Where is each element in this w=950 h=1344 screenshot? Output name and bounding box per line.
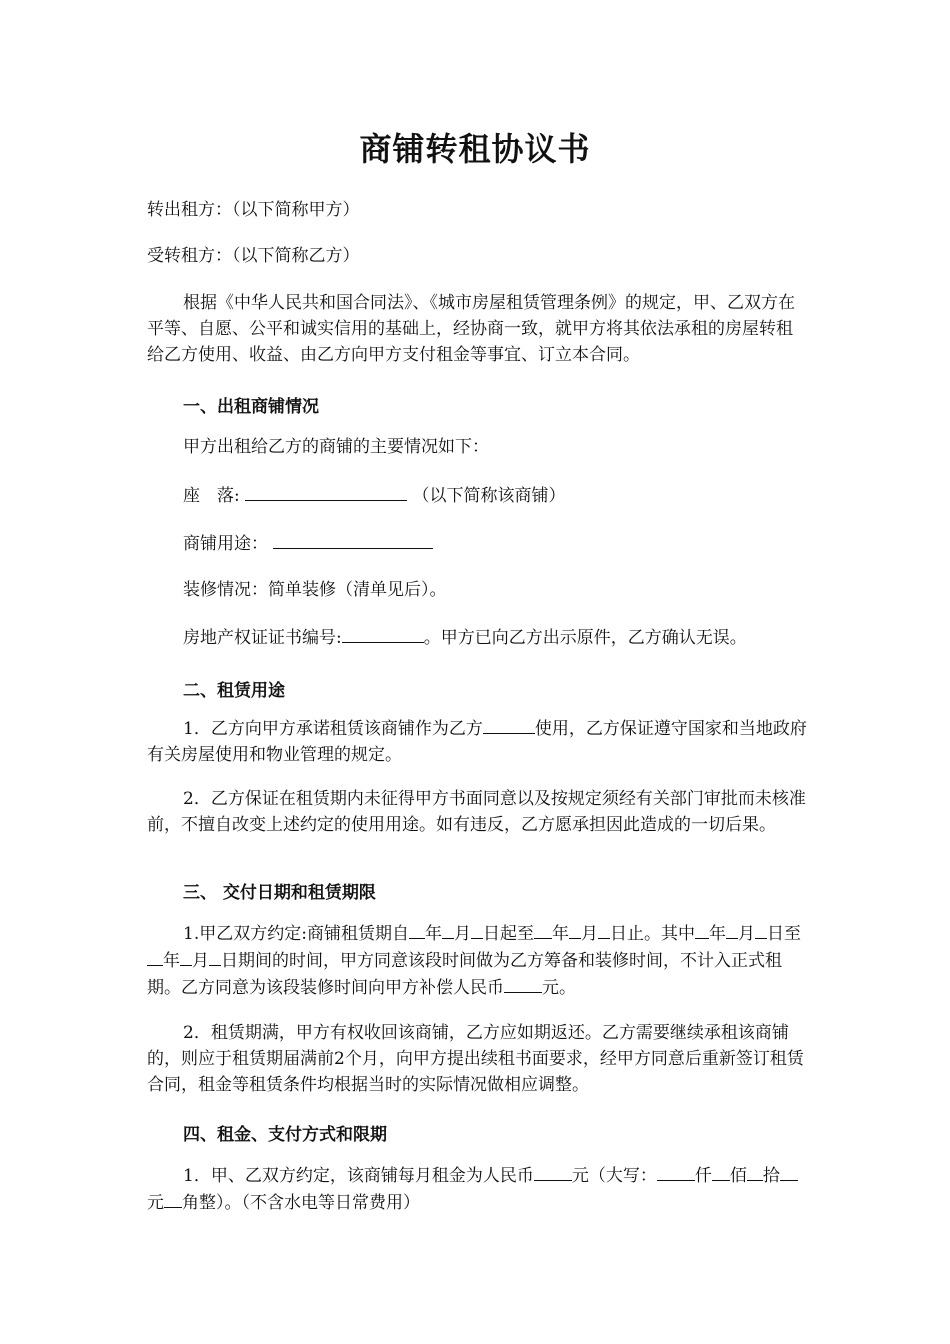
rent-amount-blank[interactable]: [534, 1162, 572, 1181]
s4-text: 元（大写：: [571, 1166, 657, 1186]
s4-text: 佰: [729, 1166, 747, 1186]
start-year-blank[interactable]: [409, 920, 425, 939]
s4-text: 仟: [694, 1166, 712, 1186]
section-3-para-2: 2．租赁期满，甲方有权收回该商铺，乙方应如期返还。乙方需要继续承租该商铺的，则应于租赁期届满前2个月，向甲方提出续租书面要求，经甲方同意后重新签订租赁合同，租金等租赁条件均根据当时的实际情况做相应调整。: [147, 1023, 804, 1095]
cert-label: 房地产权证证书编号:: [183, 628, 342, 648]
use-blank[interactable]: [273, 530, 433, 549]
section-4-para-1: [147, 1162, 807, 1216]
s3-text: 日止。其中: [609, 924, 695, 944]
section-1-intro: 甲方出租给乙方的商铺的主要情况如下：: [183, 437, 489, 457]
location-suffix: （以下简称该商铺）: [412, 486, 566, 506]
location-line: [183, 482, 566, 509]
section-2-para-2: 2．乙方保证在租赁期内未征得甲方书面同意以及按规定须经有关部门审批而未核准前，不擅自改变上述约定的使用用途。如有违反，乙方愿承担因此造成的一切后果。: [147, 789, 806, 835]
prep-end-year-blank[interactable]: [147, 947, 163, 966]
s2-p1-start: 1．乙方向甲方承诺租赁该商铺作为乙方: [183, 719, 483, 739]
s3-text: 日期间的时间，甲方同意该段时间做为乙方筹备和装修时间，: [221, 951, 680, 971]
cert-suffix: 。甲方已向乙方出示原件，乙方确认无误。: [423, 628, 747, 648]
location-blank[interactable]: [245, 482, 407, 501]
use-line: [183, 530, 433, 557]
tens-prefix-blank[interactable]: [747, 1162, 763, 1181]
start-day-blank[interactable]: [471, 920, 483, 939]
s3-text: 年: [163, 951, 180, 971]
section-2-para-1: [147, 716, 807, 768]
s4-text: 元: [147, 1193, 164, 1213]
start-month-blank[interactable]: [442, 920, 454, 939]
preamble-paragraph: 根据《中华人民共和国合同法》、《城市房屋租赁管理条例》的规定，甲、乙双方在平等、自愿、公平和诚实信用的基础上，经协商一致，就甲方将其依法承租的房屋转租给乙方使用、收益、由乙方向甲方支付租金等事宜、订立本合同。: [147, 293, 795, 365]
s3-text: 年: [551, 924, 569, 944]
section-3-heading: 三、 交付日期和租赁期限: [183, 883, 376, 903]
s3-text: 年: [708, 924, 726, 944]
cert-blank[interactable]: [342, 624, 424, 643]
s3-text: 不计入正式租期。乙方同意为该段装修时间向甲方补偿人民币: [147, 951, 782, 998]
end-year-blank[interactable]: [534, 920, 552, 939]
section-1-heading: 一、出租商铺情况: [183, 397, 319, 417]
s3-text: 月: [192, 951, 209, 971]
s3-text: 1.甲乙双方约定:商铺租赁期自: [183, 924, 409, 944]
prep-start-year-blank[interactable]: [695, 920, 709, 939]
prep-start-month-blank[interactable]: [726, 920, 738, 939]
s3-text: 日至: [766, 924, 801, 944]
prep-end-month-blank[interactable]: [180, 947, 192, 966]
s3-text: 月: [580, 924, 598, 944]
party-b-line: 受转租方：（以下简称乙方）: [147, 246, 360, 266]
tens-blank[interactable]: [780, 1162, 798, 1181]
s3-text: 元。: [542, 978, 576, 998]
location-label: 座 落:: [183, 486, 240, 506]
section-3-para-1: [147, 920, 807, 1001]
yuan-blank[interactable]: [164, 1189, 182, 1208]
s3-text: 月: [453, 924, 471, 944]
party-a-line: 转出租方：（以下简称甲方）: [147, 200, 360, 220]
use-label: 商铺用途：: [183, 534, 268, 554]
s4-text: 拾: [762, 1166, 780, 1186]
usage-blank[interactable]: [483, 719, 535, 734]
document-title: 商铺转租协议书: [359, 130, 591, 168]
decor-line: 装修情况：简单装修（清单见后）。: [183, 580, 447, 600]
s3-text: 月: [737, 924, 755, 944]
hundreds-blank[interactable]: [712, 1162, 730, 1181]
cert-line: [183, 624, 747, 651]
s3-text: 日起至: [482, 924, 534, 944]
s4-text: 角整）。（不含水电等日常费用）: [182, 1193, 420, 1213]
prep-end-day-blank[interactable]: [209, 947, 221, 966]
end-day-blank[interactable]: [598, 920, 610, 939]
section-4-heading: 四、租金、支付方式和限期: [183, 1125, 387, 1145]
compensation-blank[interactable]: [504, 974, 542, 993]
s3-text: 年: [424, 924, 442, 944]
section-2-heading: 二、租赁用途: [183, 681, 285, 701]
s2-p1-end: 使用，乙方保证遵守国家和当地政府有关房屋使用和物业管理的规定。: [147, 719, 807, 765]
thousands-blank[interactable]: [657, 1162, 695, 1181]
end-month-blank[interactable]: [569, 920, 581, 939]
s4-text: 1．甲、乙双方约定，该商铺每月租金为人民币: [183, 1166, 534, 1186]
prep-start-day-blank[interactable]: [755, 920, 767, 939]
